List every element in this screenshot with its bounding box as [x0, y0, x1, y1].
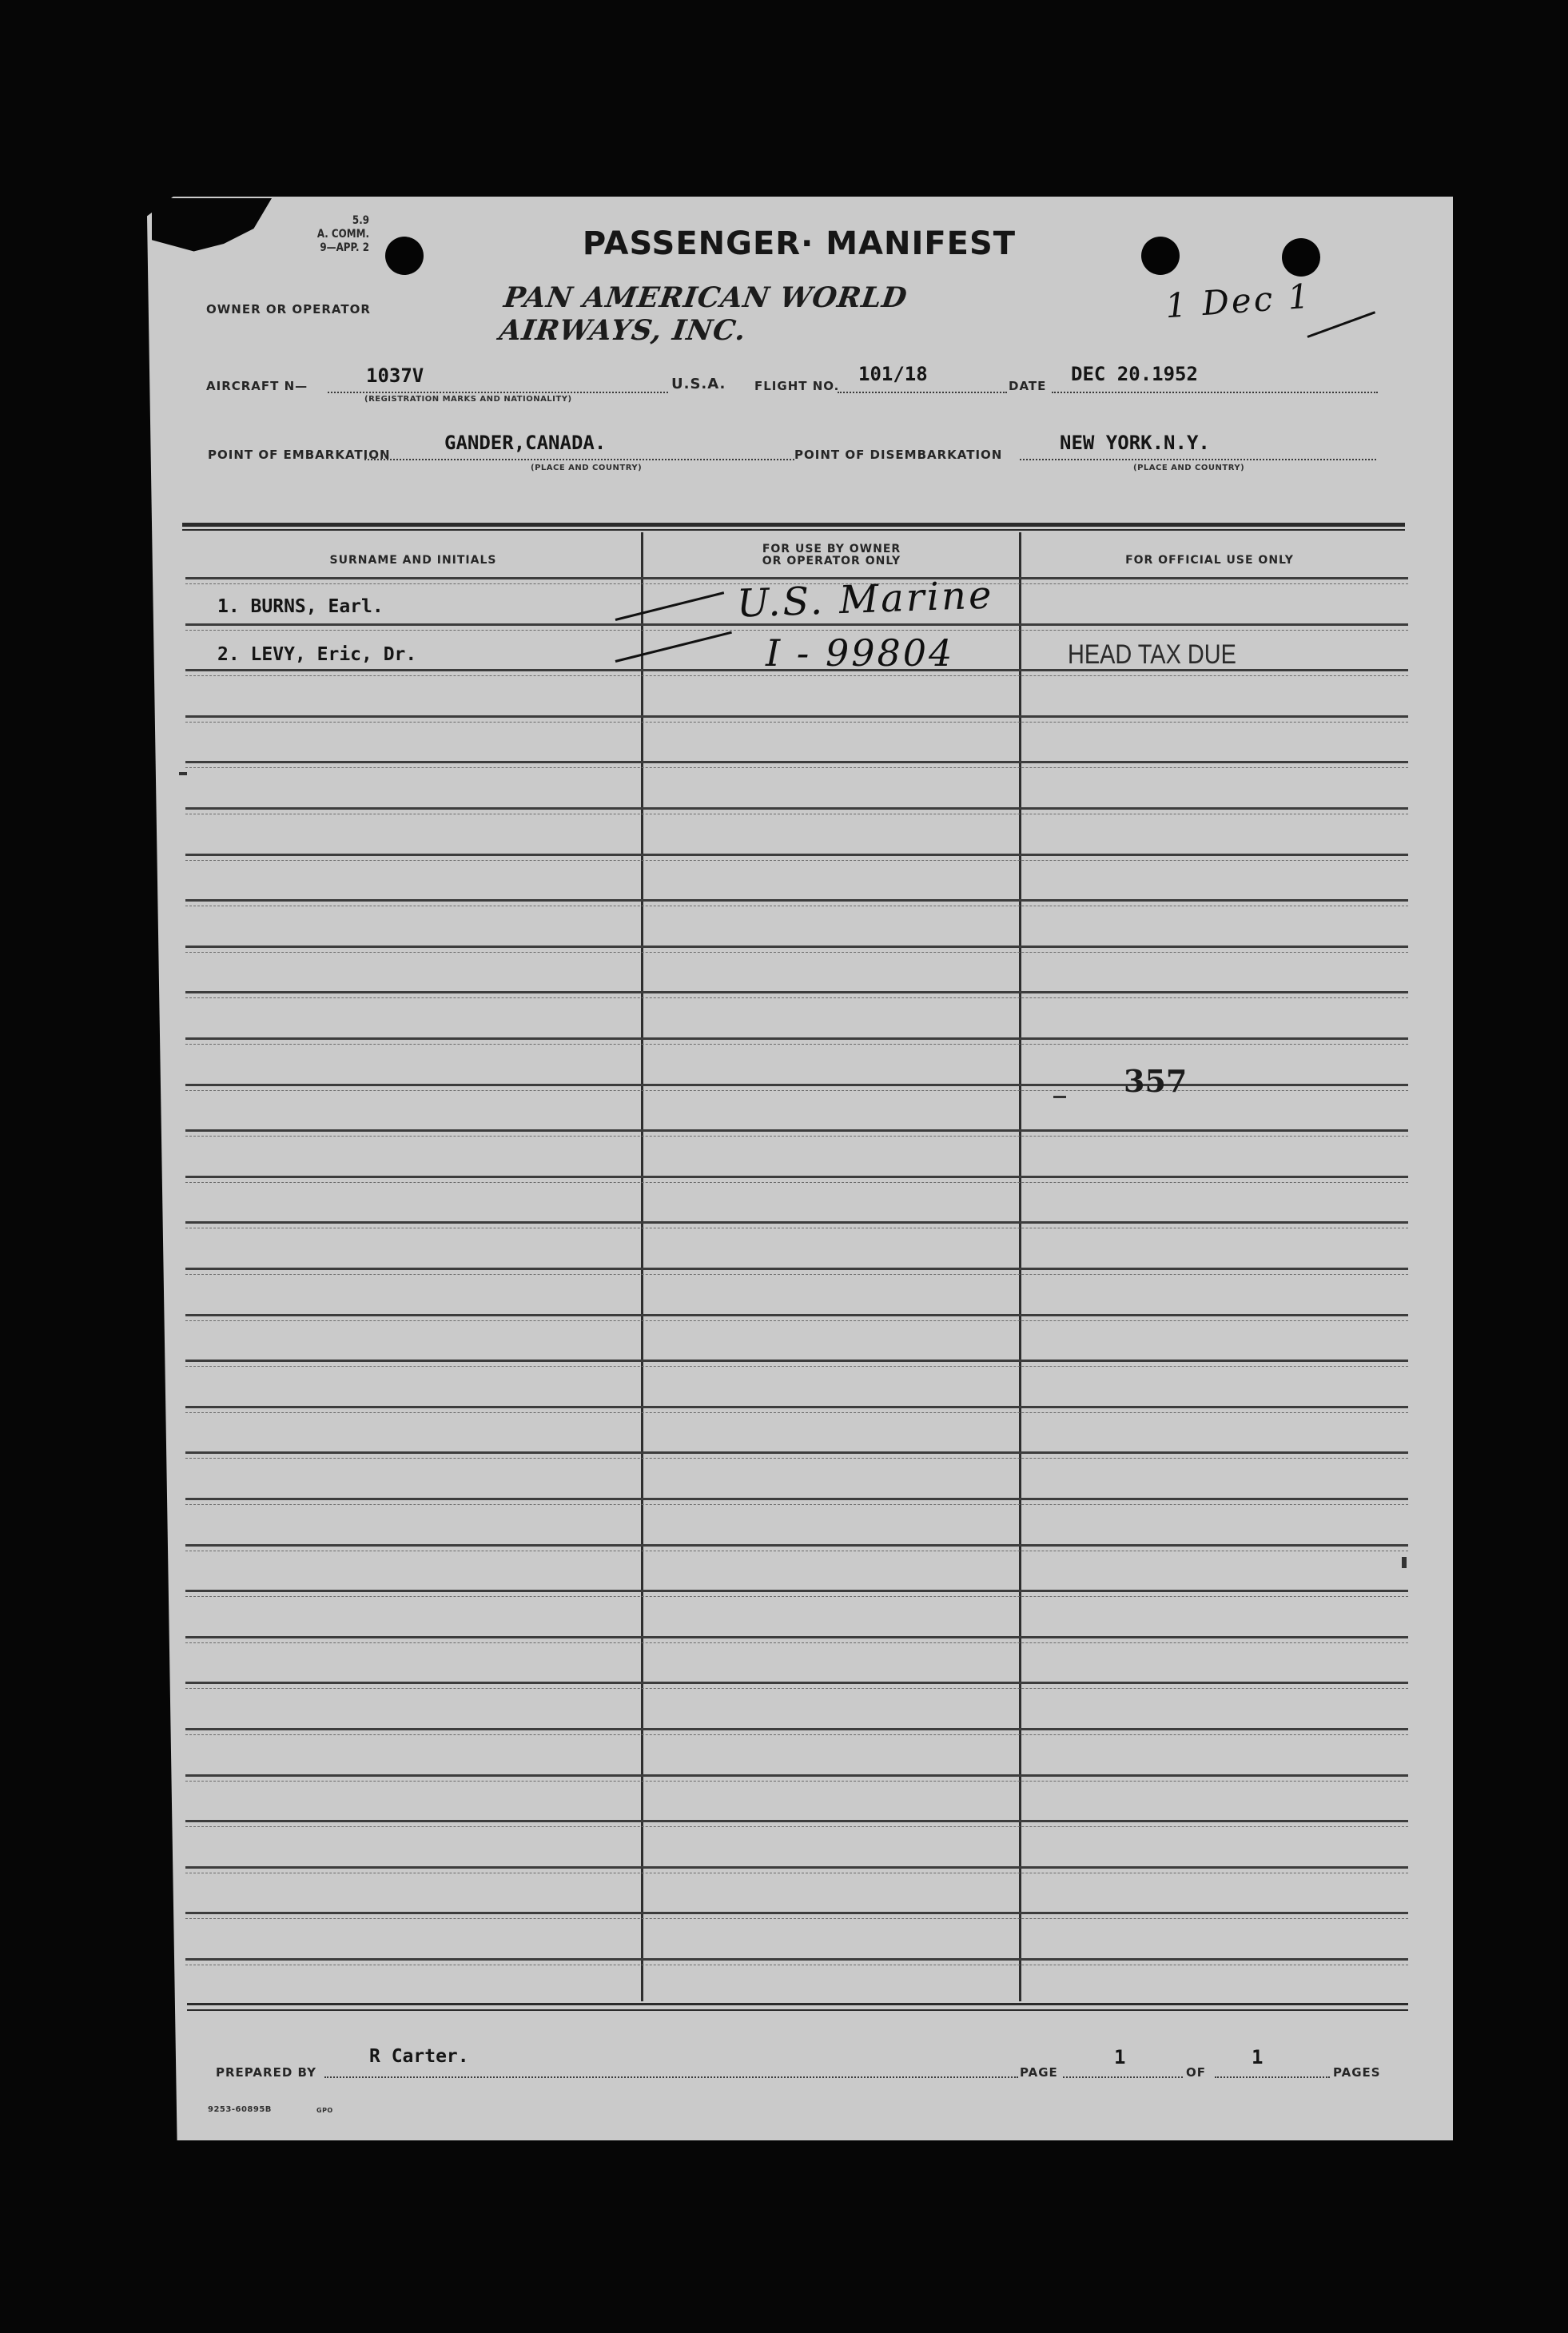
usa-label: U.S.A.: [671, 376, 726, 392]
table-row-rule: [185, 1084, 1408, 1086]
margin-mark: [1402, 1557, 1407, 1568]
embark-fill-line: [364, 459, 794, 460]
of-fill-line: [1215, 2076, 1330, 2078]
disembark-fill-line: [1020, 459, 1376, 460]
margin-mark: [1053, 1096, 1066, 1098]
disembark-label: POINT OF DISEMBARKATION: [794, 448, 1003, 462]
disembark-value: NEW YORK.N.Y.: [1060, 432, 1210, 454]
embark-sublabel: (PLACE AND COUNTRY): [531, 464, 643, 472]
aircraft-fill-line: [328, 392, 668, 393]
passenger-name: 1. BURNS, Earl.: [217, 596, 384, 617]
table-row-rule: [185, 1774, 1408, 1777]
table-top-rule-2: [182, 529, 1405, 531]
flight-label: FLIGHT NO.: [754, 379, 840, 393]
official-stamp: HEAD TAX DUE: [1068, 639, 1236, 670]
column-header-owner-line: OR OPERATOR ONLY: [762, 555, 901, 567]
prepared-label: PREPARED BY: [216, 2065, 316, 2080]
table-top-rule: [182, 523, 1405, 527]
prepared-value: R Carter.: [369, 2046, 469, 2067]
table-bottom-rule-2: [187, 2009, 1408, 2011]
operator-name: PAN AMERICAN WORLD AIRWAYS, INC.: [497, 281, 909, 347]
aircraft-value: 1037V: [366, 364, 424, 387]
table-row-rule: [185, 1590, 1408, 1592]
table-row-rule: [185, 991, 1408, 993]
punch-hole: [385, 237, 424, 275]
table-row-rule: [185, 1176, 1408, 1178]
passenger-name: 2. LEVY, Eric, Dr.: [217, 644, 417, 665]
manifest-sheet: [147, 197, 1453, 2140]
printer-mark: GPO: [316, 2107, 333, 2114]
stamp-number: 357: [1124, 1063, 1188, 1099]
owner-label: OWNER OR OPERATOR: [206, 302, 371, 317]
date-fill-line: [1052, 392, 1378, 393]
margin-mark: [179, 772, 187, 775]
aircraft-sublabel: (REGISTRATION MARKS AND NATIONALITY): [364, 395, 572, 404]
flight-value: 101/18: [858, 363, 928, 385]
owner-use-note: I - 99804: [766, 631, 955, 675]
form-code-line: 9—APP. 2: [320, 241, 369, 254]
table-row-rule: [185, 1221, 1408, 1224]
of-label: OF: [1186, 2065, 1206, 2080]
page-label: PAGE: [1020, 2065, 1058, 2080]
form-code-line: A. COMM.: [316, 228, 369, 241]
table-row-rule: [185, 1451, 1408, 1454]
table-row-rule: [185, 899, 1408, 902]
table-row-rule: [185, 1866, 1408, 1869]
handwritten-note: 1 Dec 1: [1164, 276, 1313, 326]
table-row-rule: [185, 1360, 1408, 1362]
table-row-rule: [185, 1820, 1408, 1822]
date-value: DEC 20.1952: [1071, 363, 1198, 385]
column-header-name: SURNAME AND INITIALS: [329, 554, 497, 567]
column-header-official: FOR OFFICIAL USE ONLY: [1125, 554, 1294, 567]
table-row-rule: [185, 761, 1408, 763]
pages-label: PAGES: [1333, 2065, 1381, 2080]
table-row-rule: [185, 715, 1408, 718]
table-row-rule: [185, 807, 1408, 810]
table-row-rule: [185, 1728, 1408, 1730]
table-row-rule: [185, 1129, 1408, 1132]
flight-fill-line: [838, 392, 1007, 393]
table-row-rule: [185, 946, 1408, 948]
table-row-rule: [185, 1682, 1408, 1684]
prepared-fill-line: [324, 2076, 1018, 2078]
punch-hole: [1141, 237, 1180, 275]
form-number: 9253-60895B: [208, 2105, 272, 2114]
table-row-rule: [185, 1314, 1408, 1316]
form-code: [274, 214, 369, 255]
owner-use-note: U.S. Marine: [736, 572, 995, 627]
table-row-rule: [185, 1636, 1408, 1638]
embark-value: GANDER,CANADA.: [444, 432, 607, 454]
embark-label: POINT OF EMBARKATION: [208, 448, 391, 462]
punch-hole: [1282, 238, 1320, 277]
page-value: 1: [1114, 2046, 1126, 2068]
date-label: DATE: [1009, 379, 1047, 393]
table-row-rule: [185, 1498, 1408, 1500]
table-row-rule: [185, 1544, 1408, 1547]
page-title: PASSENGER· MANIFEST: [582, 225, 1017, 262]
column-header-owner-line: FOR USE BY OWNER: [762, 543, 901, 555]
table-bottom-rule: [187, 2003, 1408, 2005]
column-header-owner: [644, 543, 1019, 567]
table-row-rule: [185, 1037, 1408, 1040]
of-value: 1: [1252, 2046, 1264, 2068]
form-code-line: 5.9: [352, 214, 369, 227]
disembark-sublabel: (PLACE AND COUNTRY): [1133, 464, 1245, 472]
aircraft-label: AIRCRAFT N—: [206, 379, 308, 393]
table-row-rule: [185, 1912, 1408, 1914]
table-row-rule: [185, 1268, 1408, 1270]
table-row-rule: [185, 1958, 1408, 1961]
table-row-rule: [185, 854, 1408, 856]
table-row-rule: [185, 1406, 1408, 1408]
page-fill-line: [1063, 2076, 1183, 2078]
